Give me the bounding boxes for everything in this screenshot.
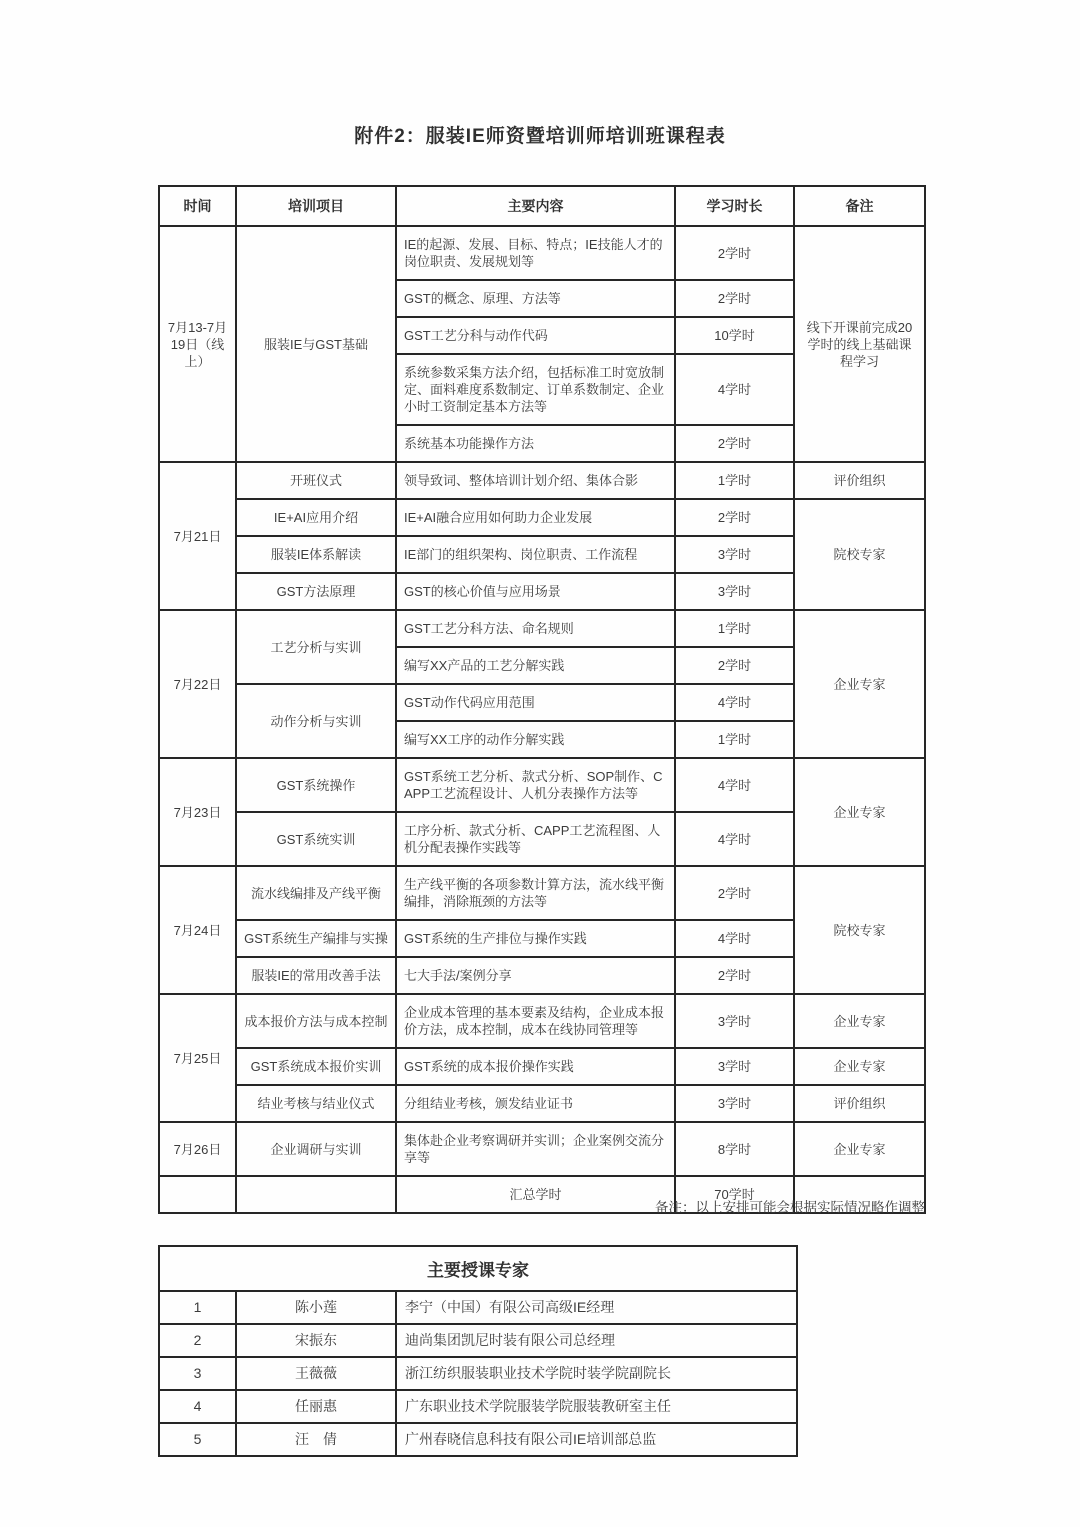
expert-name: 陈小莲 xyxy=(236,1291,396,1324)
expert-number: 3 xyxy=(159,1357,236,1390)
schedule-cell: 4学时 xyxy=(675,758,794,812)
column-header: 时间 xyxy=(159,186,236,226)
schedule-cell: 评价组织 xyxy=(794,462,925,499)
schedule-cell: 汇总学时 xyxy=(396,1176,675,1213)
schedule-cell: 1学时 xyxy=(675,462,794,499)
schedule-cell: GST系统成本报价实训 xyxy=(236,1048,396,1085)
schedule-cell: 院校专家 xyxy=(794,866,925,994)
schedule-cell: 系统参数采集方法介绍，包括标准工时宽放制定、面料难度系数制定、订单系数制定、企业小时工资制定基本方法等 xyxy=(396,354,675,425)
schedule-cell: GST的核心价值与应用场景 xyxy=(396,573,675,610)
schedule-cell: 企业专家 xyxy=(794,1048,925,1085)
expert-number: 4 xyxy=(159,1390,236,1423)
schedule-row xyxy=(159,1048,925,1085)
expert-title: 迪尚集团凯尼时装有限公司总经理 xyxy=(396,1324,797,1357)
schedule-cell: 7月25日 xyxy=(159,994,236,1122)
expert-number: 2 xyxy=(159,1324,236,1357)
schedule-cell: 2学时 xyxy=(675,499,794,536)
schedule-table-container xyxy=(158,185,924,1214)
schedule-cell: 编写XX产品的工艺分解实践 xyxy=(396,647,675,684)
schedule-row xyxy=(159,226,925,280)
schedule-cell: GST系统操作 xyxy=(236,758,396,812)
schedule-cell: 3学时 xyxy=(675,573,794,610)
schedule-cell: 7月26日 xyxy=(159,1122,236,1176)
expert-number: 5 xyxy=(159,1423,236,1456)
expert-title: 广州春晓信息科技有限公司IE培训部总监 xyxy=(396,1423,797,1456)
expert-name: 王薇薇 xyxy=(236,1357,396,1390)
expert-title: 浙江纺织服装职业技术学院时装学院副院长 xyxy=(396,1357,797,1390)
expert-row xyxy=(159,1324,797,1357)
schedule-cell: IE+AI应用介绍 xyxy=(236,499,396,536)
schedule-cell: 生产线平衡的各项参数计算方法，流水线平衡编排，消除瓶颈的方法等 xyxy=(396,866,675,920)
schedule-row xyxy=(159,994,925,1048)
expert-name: 任丽惠 xyxy=(236,1390,396,1423)
footnote: 备注：以上安排可能会根据实际情况略作调整 xyxy=(655,1200,925,1215)
schedule-cell: 7月13-7月19日（线上） xyxy=(159,226,236,462)
schedule-cell: 4学时 xyxy=(675,812,794,866)
schedule-cell: 2学时 xyxy=(675,280,794,317)
schedule-cell: GST工艺分科方法、命名规则 xyxy=(396,610,675,647)
column-header: 主要内容 xyxy=(396,186,675,226)
schedule-cell: 七大手法/案例分享 xyxy=(396,957,675,994)
schedule-cell: 10学时 xyxy=(675,317,794,354)
schedule-row xyxy=(159,866,925,920)
schedule-header-row xyxy=(159,186,925,226)
schedule-cell: 8学时 xyxy=(675,1122,794,1176)
schedule-cell: 2学时 xyxy=(675,647,794,684)
schedule-cell: 2学时 xyxy=(675,226,794,280)
schedule-cell: 成本报价方法与成本控制 xyxy=(236,994,396,1048)
schedule-cell: GST系统工艺分析、款式分析、SOP制作、CAPP工艺流程设计、人机分表操作方法等 xyxy=(396,758,675,812)
schedule-cell: 4学时 xyxy=(675,920,794,957)
schedule-table-body xyxy=(159,226,925,1213)
schedule-cell: IE+AI融合应用如何助力企业发展 xyxy=(396,499,675,536)
schedule-cell: 编写XX工序的动作分解实践 xyxy=(396,721,675,758)
schedule-cell: 企业成本管理的基本要素及结构，企业成本报价方法，成本控制，成本在线协同管理等 xyxy=(396,994,675,1048)
schedule-row xyxy=(159,1085,925,1122)
schedule-cell: 7月24日 xyxy=(159,866,236,994)
schedule-cell: GST的概念、原理、方法等 xyxy=(396,280,675,317)
schedule-cell: 服装IE体系解读 xyxy=(236,536,396,573)
schedule-cell: GST系统实训 xyxy=(236,812,396,866)
schedule-cell: 2学时 xyxy=(675,425,794,462)
schedule-cell: 3学时 xyxy=(675,1085,794,1122)
schedule-row xyxy=(159,610,925,647)
schedule-cell: 企业专家 xyxy=(794,994,925,1048)
schedule-cell: 评价组织 xyxy=(794,1085,925,1122)
schedule-table-header xyxy=(159,186,925,226)
schedule-cell: 2学时 xyxy=(675,866,794,920)
schedule-cell xyxy=(236,1176,396,1213)
expert-title: 广东职业技术学院服装学院服装教研室主任 xyxy=(396,1390,797,1423)
schedule-cell: 70学时 xyxy=(675,1176,794,1213)
schedule-row xyxy=(159,462,925,499)
schedule-cell: 工艺分析与实训 xyxy=(236,610,396,684)
schedule-cell: 系统基本功能操作方法 xyxy=(396,425,675,462)
schedule-row xyxy=(159,758,925,812)
schedule-cell: IE部门的组织架构、岗位职责、工作流程 xyxy=(396,536,675,573)
schedule-cell: 结业考核与结业仪式 xyxy=(236,1085,396,1122)
schedule-cell: 7月23日 xyxy=(159,758,236,866)
experts-table xyxy=(158,1245,798,1457)
experts-table-title-row xyxy=(159,1246,797,1291)
schedule-cell: 院校专家 xyxy=(794,499,925,610)
schedule-cell: GST工艺分科与动作代码 xyxy=(396,317,675,354)
column-header: 培训项目 xyxy=(236,186,396,226)
expert-row xyxy=(159,1291,797,1324)
experts-table-title: 主要授课专家 xyxy=(159,1246,797,1291)
schedule-cell: 服装IE的常用改善手法 xyxy=(236,957,396,994)
schedule-cell: 开班仪式 xyxy=(236,462,396,499)
schedule-cell: 7月22日 xyxy=(159,610,236,758)
schedule-row xyxy=(159,499,925,536)
column-header: 备注 xyxy=(794,186,925,226)
schedule-cell: 企业专家 xyxy=(794,1122,925,1176)
schedule-cell: GST动作代码应用范围 xyxy=(396,684,675,721)
expert-row xyxy=(159,1357,797,1390)
schedule-cell: 工序分析、款式分析、CAPP工艺流程图、人机分配表操作实践等 xyxy=(396,812,675,866)
expert-number: 1 xyxy=(159,1291,236,1324)
schedule-cell: 2学时 xyxy=(675,957,794,994)
page-title: 附件2：服装IE师资暨培训师培训班课程表 xyxy=(354,126,726,147)
expert-row xyxy=(159,1390,797,1423)
schedule-cell: 线下开课前完成20学时的线上基础课程学习 xyxy=(794,226,925,462)
schedule-cell xyxy=(159,1176,236,1213)
schedule-cell: 3学时 xyxy=(675,536,794,573)
expert-name: 宋振东 xyxy=(236,1324,396,1357)
expert-title: 李宁（中国）有限公司高级IE经理 xyxy=(396,1291,797,1324)
schedule-cell: 4学时 xyxy=(675,354,794,425)
schedule-cell: 7月21日 xyxy=(159,462,236,610)
schedule-table xyxy=(158,185,926,1214)
schedule-cell: 企业专家 xyxy=(794,758,925,866)
expert-row xyxy=(159,1423,797,1456)
schedule-row xyxy=(159,1122,925,1176)
schedule-cell: GST系统的成本报价操作实践 xyxy=(396,1048,675,1085)
schedule-cell: 领导致词、整体培训计划介绍、集体合影 xyxy=(396,462,675,499)
schedule-cell: 4学时 xyxy=(675,684,794,721)
experts-table-body xyxy=(159,1291,797,1456)
schedule-cell: 1学时 xyxy=(675,721,794,758)
schedule-cell: 3学时 xyxy=(675,1048,794,1085)
schedule-cell: IE的起源、发展、目标、特点；IE技能人才的岗位职责、发展规划等 xyxy=(396,226,675,280)
column-header: 学习时长 xyxy=(675,186,794,226)
schedule-cell: 分组结业考核，颁发结业证书 xyxy=(396,1085,675,1122)
expert-name: 汪 倩 xyxy=(236,1423,396,1456)
schedule-cell: 1学时 xyxy=(675,610,794,647)
schedule-cell: GST系统的生产排位与操作实践 xyxy=(396,920,675,957)
schedule-cell: 流水线编排及产线平衡 xyxy=(236,866,396,920)
schedule-cell: 动作分析与实训 xyxy=(236,684,396,758)
schedule-cell: 企业专家 xyxy=(794,610,925,758)
experts-table-container xyxy=(158,1245,796,1457)
schedule-cell: GST系统生产编排与实操 xyxy=(236,920,396,957)
schedule-cell: 集体赴企业考察调研并实训；企业案例交流分享等 xyxy=(396,1122,675,1176)
schedule-cell: 3学时 xyxy=(675,994,794,1048)
schedule-cell: 企业调研与实训 xyxy=(236,1122,396,1176)
schedule-cell: 服装IE与GST基础 xyxy=(236,226,396,462)
schedule-cell: GST方法原理 xyxy=(236,573,396,610)
